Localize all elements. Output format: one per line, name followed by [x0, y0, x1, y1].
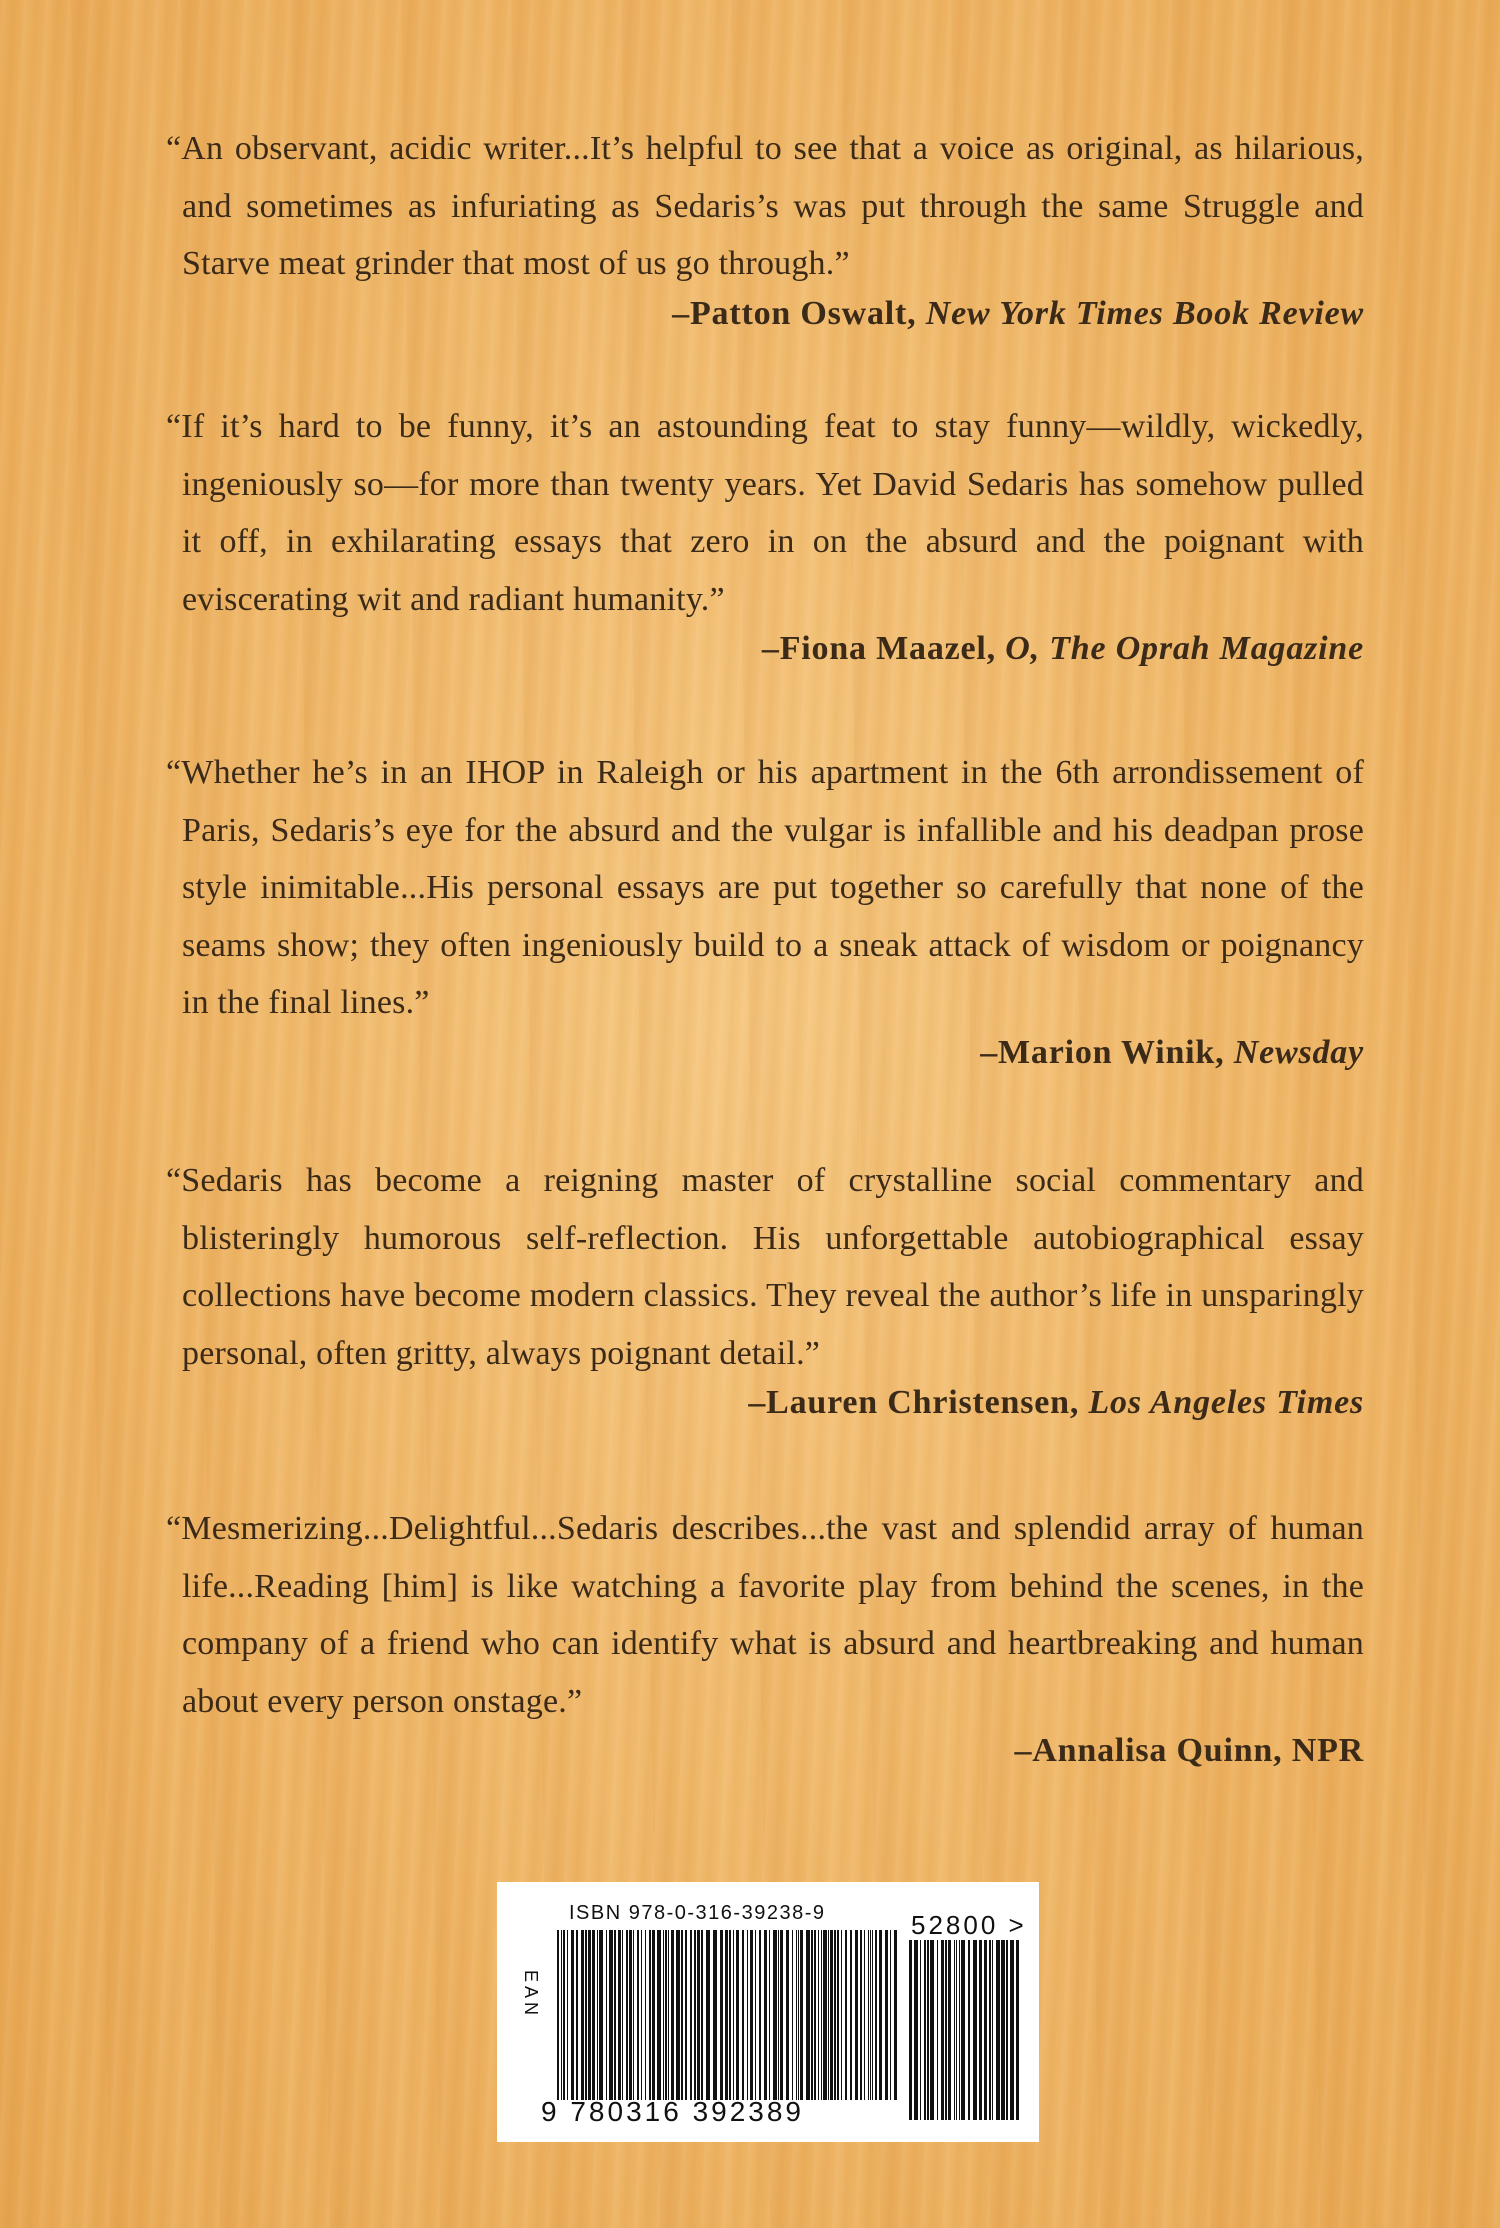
barcode-label	[497, 1882, 1039, 2142]
ean-text: EAN	[521, 1970, 541, 2020]
review-quote: “An observant, acidic writer...It’s helpful to see that a voice as original, as hilarious, and sometimes as infuriating as Sedaris’s was put through the same Struggle and Starve meat grinder that most of us go through.”	[166, 130, 1364, 282]
review-attribution	[166, 295, 1364, 333]
review-maazel	[166, 398, 1364, 668]
review-publication: Los Angeles Times	[1088, 1384, 1364, 1421]
barcode-supplement-digits: 52800 >	[911, 1910, 1027, 1940]
review-attribution	[166, 1384, 1364, 1422]
review-christensen	[166, 1152, 1364, 1422]
isbn-text: ISBN 978-0-316-39238-9	[569, 1902, 826, 1924]
review-publication: Newsday	[1233, 1033, 1364, 1071]
review-oswalt	[166, 120, 1364, 333]
review-attribution	[166, 630, 1364, 668]
barcode-main-bars	[557, 1930, 897, 2100]
review-author: –Lauren Christensen,	[748, 1384, 1089, 1421]
barcode-supplement-bars	[909, 1940, 1019, 2120]
review-publication: New York Times Book Review	[925, 294, 1364, 332]
review-quote: “Mesmerizing...Delightful...Sedaris describes...the vast and splendid array of human life...Reading [him] is like watching a favorite play from behind the scenes, in the company of a friend who can identify what is absurd and heartbreaking and human about every person onstage.”	[166, 1510, 1364, 1720]
review-author: –Fiona Maazel,	[761, 630, 1006, 667]
review-quote: “Sedaris has become a reigning master of crystalline social commentary and blisteringly humorous self-reflection. His unforgettable autobiographical essay collections have become modern classics. They reveal the author’s life in unsparingly personal, often gritty, always poignant detail.”	[166, 1162, 1364, 1372]
review-author: –Patton Oswalt,	[672, 294, 926, 332]
review-author: –Annalisa Quinn, NPR	[1014, 1732, 1364, 1769]
review-winik	[166, 744, 1364, 1072]
review-attribution	[166, 1034, 1364, 1072]
review-author: –Marion Winik,	[980, 1033, 1234, 1071]
review-quinn	[166, 1500, 1364, 1770]
review-attribution	[166, 1732, 1364, 1770]
review-quote: “If it’s hard to be funny, it’s an astounding feat to stay funny—wildly, wickedly, ingeniously so—for more than twenty years. Yet David Sedaris has somehow pulled it off, in exhilarating essays that zero in on the absurd and the poignant with eviscerating wit and radiant humanity.”	[166, 408, 1364, 618]
review-quote: “Whether he’s in an IHOP in Raleigh or his apartment in the 6th arrondissement of Paris, Sedaris’s eye for the absurd and the vulgar is infallible and his deadpan prose style inimitable...His personal essays are put together so carefully that none of the seams show; they often ingeniously build to a sneak attack of wisdom or poignancy in the final lines.”	[166, 754, 1364, 1021]
barcode-digits: 9 780316 392389	[541, 2096, 804, 2127]
review-publication: O, The Oprah Magazine	[1005, 630, 1364, 667]
